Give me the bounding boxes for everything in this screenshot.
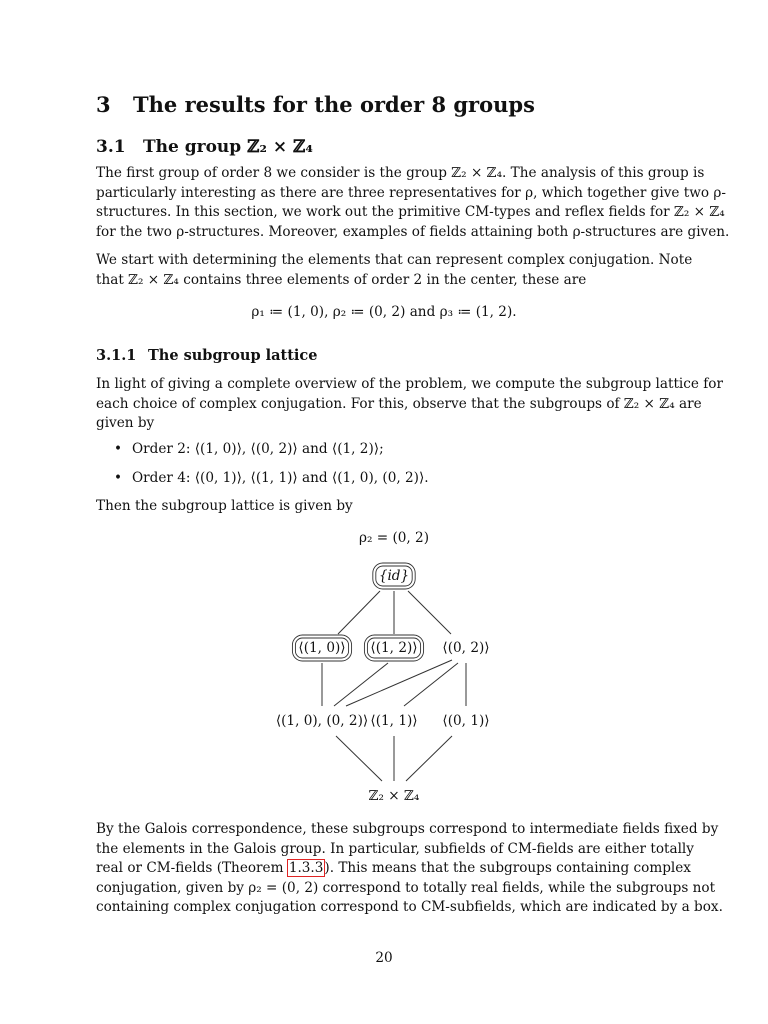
lattice-edge <box>406 736 452 781</box>
paragraph-line: We start with determining the elements that can represent complex conjugation. Note <box>96 252 693 268</box>
lattice-nodes <box>276 563 490 804</box>
lattice-node-top: {id} <box>378 568 410 584</box>
lattice-node-bottom: ℤ₂ × ℤ₄ <box>368 788 420 804</box>
lattice-edge <box>346 660 452 706</box>
list-item-text: Order 4: ⟨(0, 1)⟩, ⟨(1, 1)⟩ and ⟨(1, 0), (0, 2)⟩. <box>132 470 429 486</box>
list-item-text: Order 2: ⟨(1, 0)⟩, ⟨(0, 2)⟩ and ⟨(1, 2)⟩; <box>132 441 384 457</box>
paragraph-line: particularly interesting as there are three representatives for ρ, which together give two ρ- <box>96 184 726 201</box>
text-fragment: ). This means that the subgroups containing complex <box>324 860 691 876</box>
text-fragment: real or CM-fields (Theorem <box>96 860 288 876</box>
paragraph-line: By the Galois correspondence, these subgroups correspond to intermediate fields fixed by <box>96 821 719 837</box>
lattice-node-c: ⟨(0, 2)⟩ <box>442 640 490 656</box>
paragraph-line: given by <box>96 415 155 431</box>
paragraph-line: The first group of order 8 we consider is the group ℤ₂ × ℤ₄. The analysis of this group is <box>96 165 705 181</box>
paragraph-line: Then the subgroup lattice is given by <box>96 498 353 514</box>
lattice-node-e: ⟨(1, 1)⟩ <box>370 713 418 729</box>
page-number: 20 <box>375 950 393 966</box>
lattice-edge <box>408 591 451 634</box>
bullet-icon: • <box>114 441 123 457</box>
lattice-node-a: ⟨(1, 0)⟩ <box>298 640 346 656</box>
subsubsection-title: The subgroup lattice <box>148 347 318 364</box>
theorem-reference-link[interactable]: 1.3.3 <box>288 860 324 876</box>
paragraph-line: In light of giving a complete overview of the problem, we compute the subgroup lattice for <box>96 376 723 392</box>
section-number: 3 <box>96 92 111 117</box>
paragraph-line: structures. In this section, we work out the primitive CM-types and reflex fields for ℤ₂ × ℤ₄ <box>96 204 725 220</box>
section-title: The results for the order 8 groups <box>133 92 535 117</box>
bullet-icon: • <box>114 470 123 486</box>
lattice-edge <box>336 736 382 781</box>
paragraph-line: that ℤ₂ × ℤ₄ contains three elements of order 2 in the center, these are <box>96 271 587 288</box>
paragraph-line: conjugation, given by ρ₂ = (0, 2) correspond to totally real fields, while the subgroups not <box>96 879 716 896</box>
paragraph-line: the elements in the Galois group. In particular, subfields of CM-fields are either totally <box>96 840 694 857</box>
paragraph-line: each choice of complex conjugation. For this, observe that the subgroups of ℤ₂ × ℤ₄ are <box>96 395 702 412</box>
lattice-edges <box>322 591 466 781</box>
subsection-title: The group ℤ₂ × ℤ₄ <box>143 137 313 157</box>
lattice-node-b: ⟨(1, 2)⟩ <box>370 640 418 656</box>
subsection-number: 3.1 <box>96 137 126 157</box>
paragraph-line: containing complex conjugation correspond to CM-subfields, which are indicated by a box. <box>96 899 723 915</box>
subsubsection-number: 3.1.1 <box>96 347 137 364</box>
lattice-caption: ρ₂ = (0, 2) <box>358 530 430 546</box>
lattice-edge <box>338 591 380 634</box>
lattice-node-f: ⟨(0, 1)⟩ <box>442 713 490 729</box>
lattice-node-d: ⟨(1, 0), (0, 2)⟩ <box>275 713 369 729</box>
display-equation: ρ₁ ≔ (1, 0), ρ₂ ≔ (0, 2) and ρ₃ ≔ (1, 2). <box>251 304 517 320</box>
paragraph-line: for the two ρ-structures. Moreover, examples of fields attaining both ρ-structures are given. <box>96 223 730 240</box>
